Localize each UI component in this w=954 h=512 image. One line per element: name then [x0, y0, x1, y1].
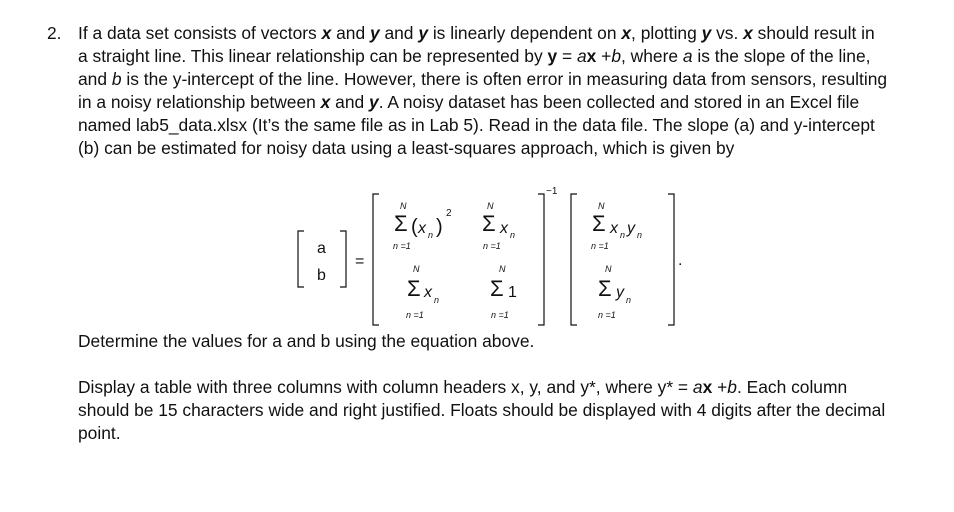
var-a: a	[692, 377, 703, 397]
vector-x: x	[621, 23, 632, 43]
vector-y: y	[701, 23, 712, 43]
equation-period: .	[678, 252, 683, 269]
text-segment: . Each column should be 15 characters wide and right justified. Floats should be displayed with 4 digits after the decimal point.	[78, 377, 886, 443]
sum-upper-limit: N	[598, 201, 605, 211]
linear-eq-y: y	[547, 46, 558, 66]
inverse-exponent: −1	[546, 186, 558, 197]
sum-upper-limit: N	[499, 264, 506, 274]
subscript-n: n	[626, 295, 632, 305]
vector-y: y	[369, 23, 380, 43]
subscript-n: n	[428, 230, 434, 240]
text-segment: and	[330, 92, 370, 112]
rhs-right-bracket	[668, 194, 674, 325]
y-variable: y	[627, 220, 635, 237]
linear-eq-equals: =	[557, 46, 577, 66]
instruction-determine: Determine the values for a and b using the equation above.	[78, 331, 535, 351]
linear-eq-b: b	[611, 46, 622, 66]
sigma-symbol: Σ	[598, 276, 612, 301]
subscript-n: n	[620, 230, 626, 240]
sigma-symbol: Σ	[490, 276, 504, 301]
lhs-b: b	[317, 267, 326, 284]
vector-y: y	[369, 92, 379, 112]
vector-x: x	[743, 23, 753, 43]
rhs-left-bracket	[571, 194, 577, 325]
sum-lower-limit: n =1	[491, 310, 509, 320]
vector-x: x	[702, 377, 713, 397]
sum-upper-limit: N	[605, 264, 612, 274]
text-segment: . A noisy dataset has been collected and stored in an Excel file named lab5_data.xlsx (It’s the same file as in Lab 5). Read in the data file. The slope (a) and y-intercept (b) can be estimated for noisy data using a least-squares approach, which is given by	[78, 92, 875, 158]
vector-x: x	[320, 92, 331, 112]
sigma-symbol: Σ	[592, 211, 606, 236]
text-segment: is the y-intercept of the line. However, there is often error in measuring data from sensors, resulting in a noisy relationship between	[78, 69, 888, 112]
linear-eq-a: a	[577, 46, 587, 66]
var-a: a	[682, 46, 693, 66]
instruction-display-table	[78, 376, 888, 445]
x-variable: x	[424, 284, 432, 301]
sigma-symbol: Σ	[482, 211, 496, 236]
subscript-n: n	[510, 230, 516, 240]
lhs-right-bracket	[340, 231, 346, 287]
problem-number: 2.	[47, 23, 62, 43]
sum-upper-limit: N	[400, 201, 407, 211]
sum-upper-limit: N	[487, 201, 494, 211]
lhs-left-bracket	[298, 231, 304, 287]
var-b: b	[111, 69, 122, 89]
open-paren: (	[411, 216, 418, 238]
close-paren: )	[436, 216, 443, 238]
vector-y: y	[418, 23, 428, 43]
x-variable: x	[610, 220, 618, 237]
problem-intro-paragraph	[78, 22, 888, 160]
x-variable: x	[500, 220, 508, 237]
sum-lower-limit: n =1	[393, 241, 411, 251]
sigma-symbol: Σ	[394, 211, 408, 236]
text-segment: should result in a straight line. This linear relationship can be represented by	[78, 23, 875, 66]
sum-lower-limit: n =1	[591, 241, 609, 251]
text-segment: If a data set consists of vectors	[78, 23, 322, 43]
squared-exponent: 2	[446, 208, 452, 219]
y-variable: y	[616, 284, 624, 301]
linear-eq-plus: +	[596, 46, 612, 66]
sigma-symbol: Σ	[407, 276, 421, 301]
sum-lower-limit: n =1	[598, 310, 616, 320]
lhs-a: a	[317, 240, 326, 257]
text-segment: , where	[621, 46, 683, 66]
text-segment: , plotting	[631, 23, 702, 43]
subscript-n: n	[434, 295, 440, 305]
text-segment: vs.	[711, 23, 744, 43]
text-segment: +	[712, 377, 728, 397]
matrix-right-bracket	[538, 194, 544, 325]
text-segment: Display a table with three columns with column headers x, y, and y*, where y* =	[78, 377, 693, 397]
sum-lower-limit: n =1	[483, 241, 501, 251]
var-b: b	[727, 377, 737, 397]
sum-lower-limit: n =1	[406, 310, 424, 320]
text-segment: is the slope of the line, and	[78, 46, 871, 89]
sum-upper-limit: N	[413, 264, 420, 274]
text-segment: and	[379, 23, 419, 43]
vector-x: x	[321, 23, 332, 43]
linear-eq-x: x	[586, 46, 597, 66]
subscript-n: n	[637, 230, 643, 240]
text-segment: and	[331, 23, 370, 43]
text-segment: is linearly dependent on	[427, 23, 622, 43]
matrix-left-bracket	[373, 194, 379, 325]
x-variable: x	[418, 220, 426, 237]
equals-sign: =	[355, 253, 365, 270]
constant-one: 1	[508, 284, 517, 301]
